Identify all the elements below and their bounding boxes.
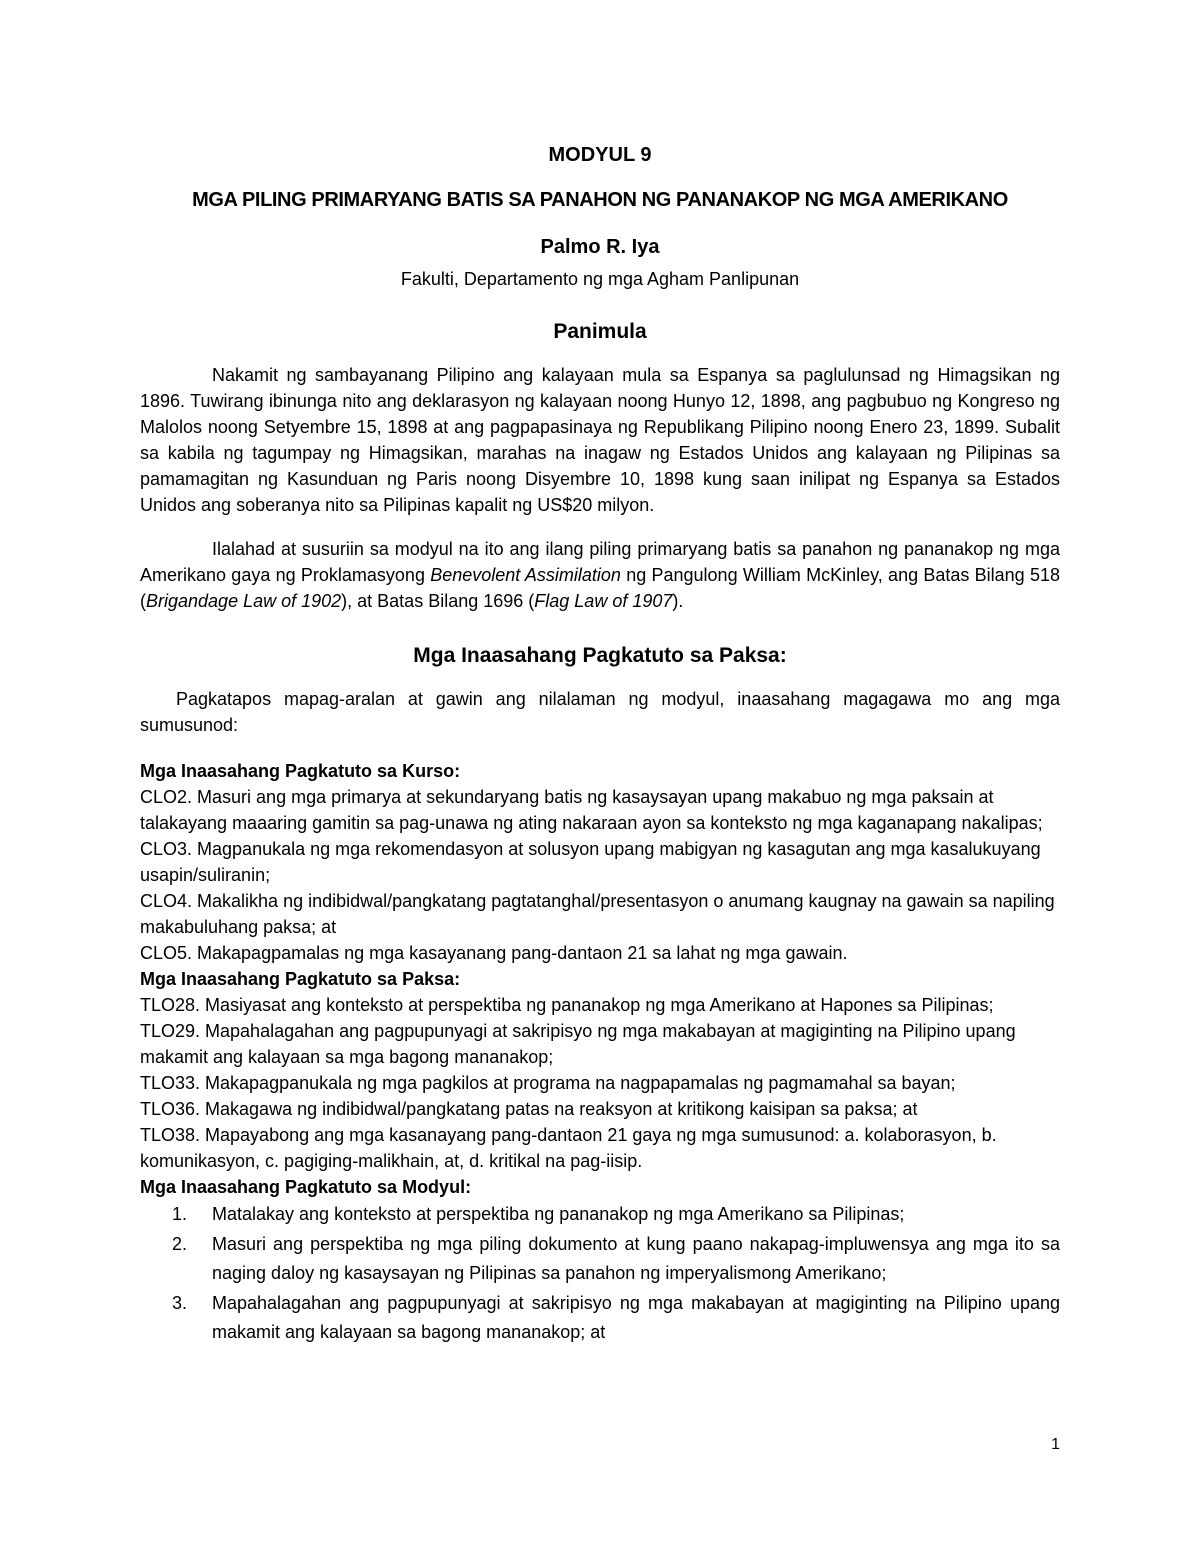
- outcome-item: [140, 940, 1060, 966]
- module-outcome-text: Mapahalagahan ang pagpupunyagi at sakripisyo ng mga makabayan at magiginting na Pilipino upang makamit ang kalayaan sa bagong mananakop; at: [212, 1293, 1060, 1342]
- paragraph-text: ).: [672, 591, 684, 611]
- outcome-item: [140, 992, 1060, 1018]
- outcome-text: Makapagpamalas ng mga kasayanang pang-dantaon 21 sa lahat ng mga gawain.: [192, 943, 848, 963]
- outcome-code: CLO4.: [140, 891, 193, 911]
- topic-outcomes-title: Mga Inaasahang Pagkatuto sa Paksa:: [140, 969, 461, 989]
- outcomes-intro: Pagkatapos mapag-aralan at gawin ang nilalaman ng modyul, inaasahang magagawa mo ang mga sumusunod:: [140, 689, 1060, 735]
- author-affiliation: Fakulti, Departamento ng mga Agham Panlipunan: [400, 269, 800, 289]
- outcome-code: TLO33.: [140, 1073, 201, 1093]
- outcome-text: Makapagpanukala ng mga pagkilos at programa na nagpapamalas ng pagmamahal sa bayan;: [200, 1073, 956, 1093]
- outcome-item: [140, 784, 1060, 836]
- outcome-code: TLO38.: [140, 1125, 201, 1145]
- module-outcomes-list: [140, 1200, 1060, 1347]
- introduction-paragraph-1: Nakamit ng sambayanang Pilipino ang kalayaan mula sa Espanya sa paglulunsad ng Himagsikan ng 1896. Tuwirang ibinunga nito ang deklarasyon ng kalayaan noong Hunyo 12, 1898, ang pagbubuo ng Kongreso ng Malolos noong Setyembre 15, 1898 at ang pagpapasinaya ng Republikang Pilipino noong Enero 23, 1899. Subalit sa kabila ng tagumpay ng Himagsikan, marahas na inagaw ng Estados Unidos ang kalayaan ng Pilipinas sa pamamagitan ng Kasunduan ng Paris noong Disyembre 10, 1898 kung saan inilipat ng Espanya sa Estados Unidos ang soberanya nito sa Pilipinas kapalit ng US$20 milyon.: [140, 365, 1060, 515]
- outcome-code: CLO2.: [140, 787, 193, 807]
- page-content: [140, 144, 1060, 1348]
- list-number: 2.: [172, 1234, 188, 1254]
- outcome-item: [140, 888, 1060, 940]
- module-outcome-item: [140, 1200, 1060, 1229]
- list-number: 3.: [172, 1293, 188, 1313]
- module-outcome-item: [140, 1289, 1060, 1347]
- main-title: MGA PILING PRIMARYANG BATIS SA PANAHON NG PANANAKOP NG MGA AMERIKANO: [192, 189, 1008, 211]
- outcome-code: TLO36.: [140, 1099, 201, 1119]
- paragraph-text: ng Pangulong William McKinley, ang Batas Bilang 518 (: [140, 565, 1060, 611]
- outcome-item: [140, 1070, 1060, 1096]
- module-outcome-text: Masuri ang perspektiba ng mga piling dokumento at kung paano nakapag-impluwensya ang mga ito sa naging daloy ng kasaysayan ng Pilipinas sa panahon ng imperyalismong Amerikano;: [212, 1234, 1060, 1283]
- course-outcomes-title: Mga Inaasahang Pagkatuto sa Kurso:: [140, 761, 461, 781]
- outcome-code: CLO5.: [140, 943, 193, 963]
- learning-outcomes-block: [140, 758, 1060, 1347]
- outcome-item: [140, 836, 1060, 888]
- outcome-code: TLO29.: [140, 1021, 201, 1041]
- outcome-text: Mapayabong ang mga kasanayang pang-dantaon 21 gaya ng mga sumusunod: a. kolaborasyon, b. komunikasyon, c. pagiging-malikhain, at, d. kritikal na pag-iisip.: [140, 1125, 997, 1171]
- italic-title-benevolent-assimilation: Benevolent Assimilation: [430, 565, 621, 585]
- outcome-text: Magpanukala ng mga rekomendasyon at solusyon upang mabigyan ng kasagutan ang mga kasalukuyang usapin/suliranin;: [140, 839, 1041, 885]
- outcome-item: [140, 1096, 1060, 1122]
- outcome-item: [140, 1018, 1060, 1070]
- outcome-text: Masuri ang mga primarya at sekundaryang batis ng kasaysayan upang makabuo ng mga paksain at talakayang maaaring gamitin sa pag-unawa ng ating nakaraan ayon sa konteksto ng mga kaganapang nakalipas;: [140, 787, 1043, 833]
- outcome-text: Makalikha ng indibidwal/pangkatang pagtatanghal/presentasyon o anumang kaugnay na gawain sa napiling makabuluhang paksa; at: [140, 891, 1055, 937]
- outcomes-heading: Mga Inaasahang Pagkatuto sa Paksa:: [413, 644, 787, 667]
- list-number: 1.: [172, 1204, 188, 1224]
- introduction-heading: Panimula: [553, 320, 647, 343]
- author-name: Palmo R. Iya: [540, 236, 660, 258]
- outcome-code: CLO3.: [140, 839, 193, 859]
- italic-title-flag-law: Flag Law of 1907: [534, 591, 673, 611]
- italic-title-brigandage-law: Brigandage Law of 1902: [146, 591, 342, 611]
- module-title: MODYUL 9: [548, 144, 652, 166]
- outcome-text: Masiyasat ang konteksto at perspektiba ng pananakop ng mga Amerikano at Hapones sa Pilipinas;: [200, 995, 994, 1015]
- course-outcomes-list: [140, 784, 1060, 966]
- page-number: 1: [1051, 1436, 1060, 1453]
- outcome-text: Mapahalagahan ang pagpupunyagi at sakripisyo ng mga makabayan at magiginting na Pilipino upang makamit ang kalayaan sa mga bagong mananakop;: [140, 1021, 1016, 1067]
- outcome-text: Makagawa ng indibidwal/pangkatang patas na reaksyon at kritikong kaisipan sa paksa; at: [200, 1099, 918, 1119]
- module-outcomes-title: Mga Inaasahang Pagkatuto sa Modyul:: [140, 1177, 472, 1197]
- module-outcome-text: Matalakay ang konteksto at perspektiba ng pananakop ng mga Amerikano sa Pilipinas;: [212, 1204, 905, 1224]
- outcome-item: [140, 1122, 1060, 1174]
- paragraph-text: Ilalahad at susuriin sa modyul na ito ang ilang piling primaryang batis sa panahon ng pananakop ng mga Amerikano gaya ng Proklamasyong: [140, 539, 1060, 585]
- introduction-paragraph-2: [140, 536, 1060, 614]
- topic-outcomes-list: [140, 992, 1060, 1174]
- outcome-code: TLO28.: [140, 995, 201, 1015]
- module-outcome-item: [140, 1230, 1060, 1288]
- paragraph-text: ), at Batas Bilang 1696 (: [341, 591, 535, 611]
